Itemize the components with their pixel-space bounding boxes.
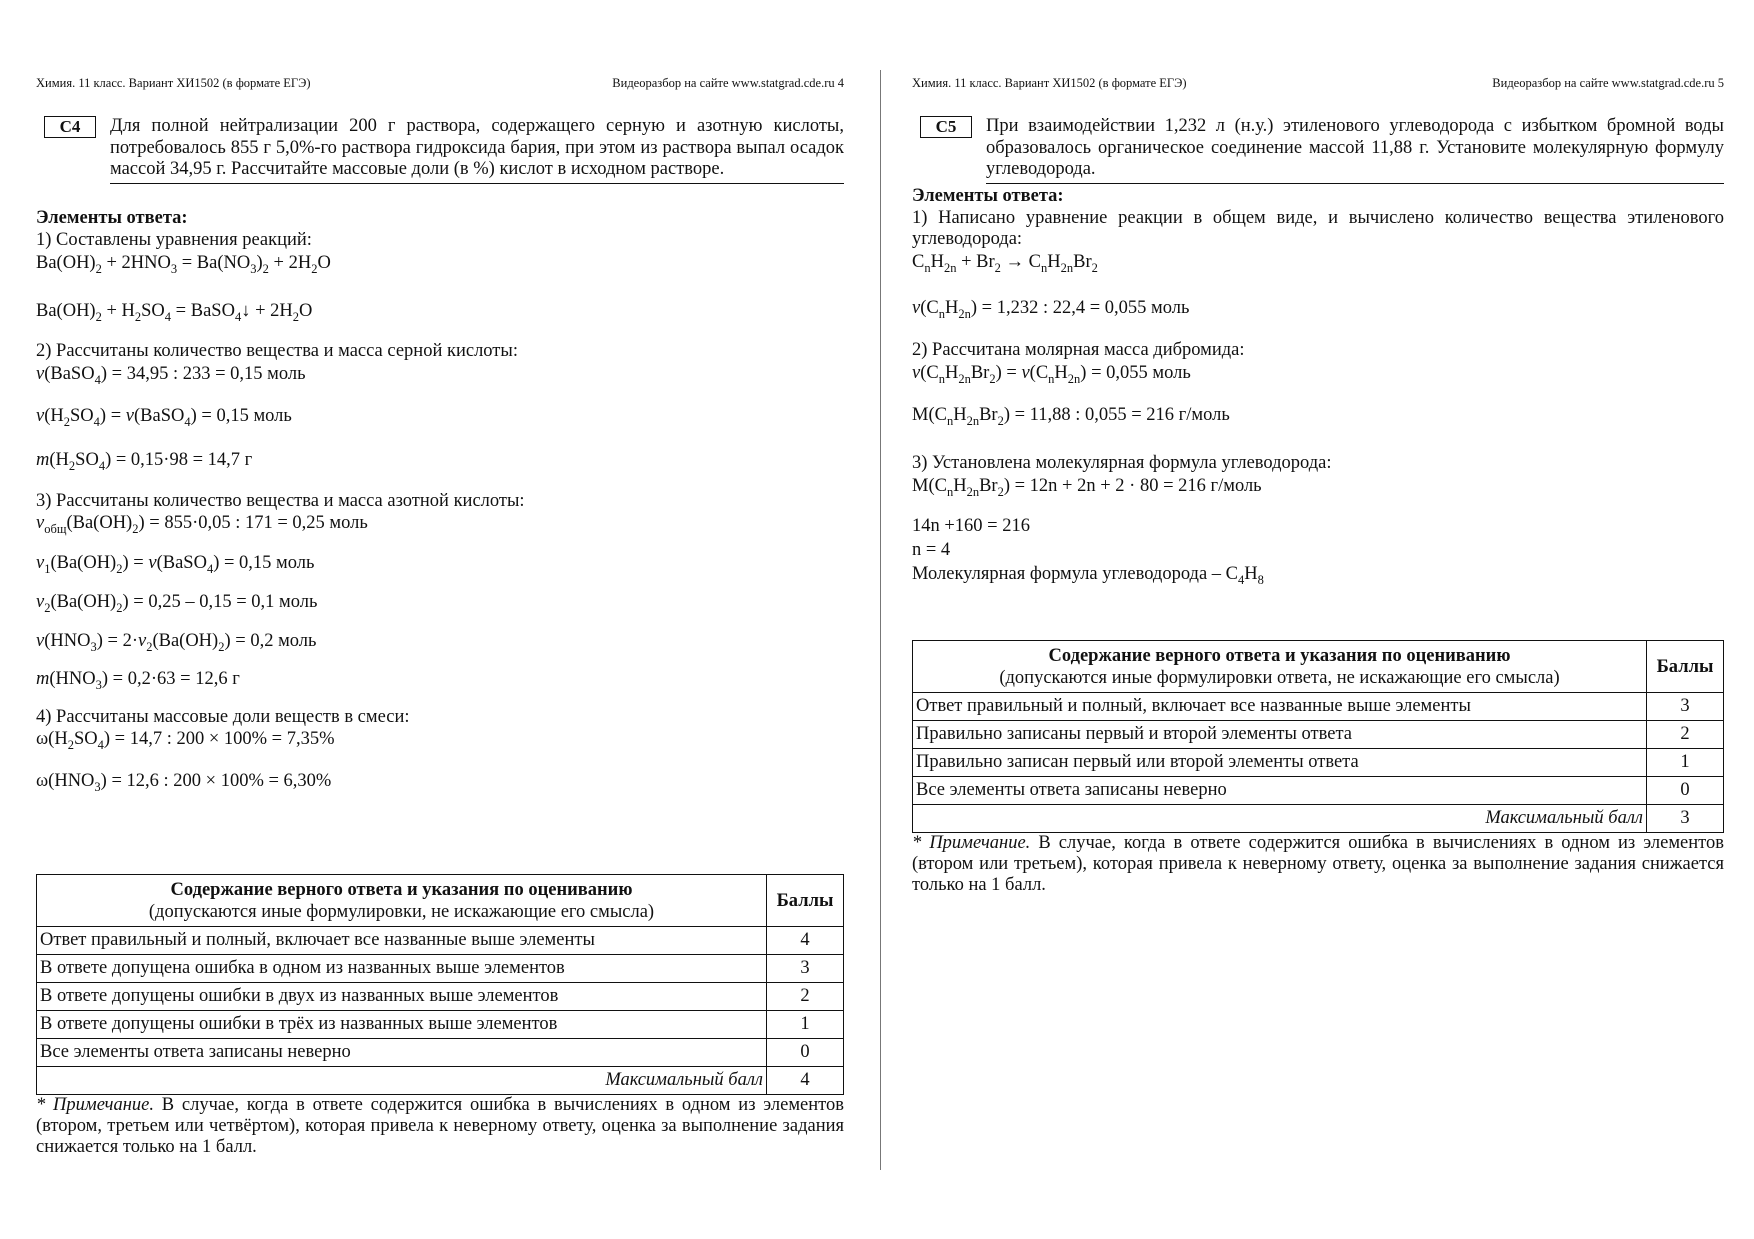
table-row: В ответе допущены ошибки в двух из названных выше элементов 2 <box>37 983 844 1011</box>
calc-line: n = 4 <box>912 540 951 560</box>
header-score: Баллы <box>1647 641 1724 693</box>
calc-line: 14n +160 = 216 <box>912 516 1030 536</box>
page-divider <box>880 70 881 1170</box>
table-header-row <box>913 641 1724 693</box>
answer-elements <box>912 186 1724 600</box>
equation: $Ba(OH)_2 + 2HNO_3 = Ba(NO_3)_2 + 2H_2O$ <box>36 253 331 276</box>
table-row: Все элементы ответа записаны неверно 0 <box>913 777 1724 805</box>
step-1-title: 1) Написано уравнение реакции в общем виде, и вычислено количество вещества этиленового углеводорода: <box>912 208 1724 249</box>
calc-line: $m(H_2SO_4) = 0,15\cdot 98 = 14,7$ г <box>36 450 253 473</box>
table-max-row: Максимальный балл 3 <box>913 805 1724 833</box>
header-site: Видеоразбор на сайте www.statgrad.cde.ru 5 <box>1492 76 1724 90</box>
task-tag: С5 <box>920 116 972 138</box>
header-criteria: Содержание верного ответа и указания по оцениванию (допускаются иные формулировки, не искажающие его смысла) <box>37 875 767 927</box>
task-c5 <box>912 116 1724 184</box>
calc-line: $\omega(HNO_3) = 12,6$ : 200 × 100% = 6,30% <box>36 771 332 794</box>
page-header <box>36 76 844 92</box>
table-row: Правильно записаны первый и второй элементы ответа 2 <box>913 721 1724 749</box>
header-title: Химия. 11 класс. Вариант ХИ1502 (в формате ЕГЭ) <box>912 76 1187 90</box>
note: * Примечание. В случае, когда в ответе содержится ошибка в вычислениях в одном из элементов (втором, третьем или четвёртом), которая привела к неверному ответу, оценка за выполнение задания снижается только на 1 балл. <box>36 1095 844 1157</box>
page-left <box>36 0 844 1239</box>
calc-line: $\nu(C_nH_{2n}) = 1,232$ : 22,4 = 0,055 моль <box>912 298 1190 321</box>
calc-line: $\nu_1(Ba(OH)_2)$ = ν(BaSO$_4$) = 0,15 моль <box>36 553 315 576</box>
calc-line: ν(BaSO$_4$) = 34,95 : 233 = 0,15 моль <box>36 364 306 387</box>
answer-elements <box>36 208 844 807</box>
task-text: Для полной нейтрализации 200 г раствора, содержащего серную и азотную кислоты, потребовалось 855 г 5,0%-го раствора гидроксида бария, при этом из раствора выпал осадок массой 34,95 г. Рассчитайте массовые доли (в %) кислот в исходном растворе. <box>110 116 844 184</box>
note: * Примечание. В случае, когда в ответе содержится ошибка в вычислениях в одном из элементов (втором или третьем), которая привела к неверному ответу, оценка за выполнение задания снижается только на 1 балл. <box>912 833 1724 895</box>
header-title: Химия. 11 класс. Вариант ХИ1502 (в формате ЕГЭ) <box>36 76 311 90</box>
task-text: При взаимодействии 1,232 л (н.у.) этиленового углеводорода с избытком бромной воды образовалось органическое соединение массой 11,88 г. Установите молекулярную формулу углеводорода. <box>986 116 1724 184</box>
grading-table <box>912 640 1724 833</box>
calc-line: $\nu_{общ}(Ba(OH)_2) = 855\cdot 0,05$ : 171 = 0,25 моль <box>36 513 368 536</box>
task-c4 <box>36 116 844 184</box>
step-4-title: 4) Рассчитаны массовые доли веществ в смеси: <box>36 707 410 727</box>
table-row: Все элементы ответа записаны неверно 0 <box>37 1039 844 1067</box>
page-right <box>912 0 1724 1239</box>
equation: $Ba(OH)_2 + H_2SO_4$ = BaSO$_4$↓ + $2H_2O$ <box>36 301 313 324</box>
table-row: Правильно записан первый или второй элементы ответа 1 <box>913 749 1724 777</box>
step-1-title: 1) Составлены уравнения реакций: <box>36 230 312 250</box>
step-3-title: 3) Установлена молекулярная формула углеводорода: <box>912 453 1332 473</box>
table-row: В ответе допущена ошибка в одном из названных выше элементов 3 <box>37 955 844 983</box>
calc-line: $\nu(H_2SO_4)$ = ν(BaSO$_4$) = 0,15 моль <box>36 406 292 429</box>
equation: $C_nH_{2n} + Br_2 \to C_nH_{2n}Br_2$ <box>912 252 1098 275</box>
step-3-title: 3) Рассчитаны количество вещества и масса азотной кислоты: <box>36 491 525 511</box>
elements-title: Элементы ответа: <box>912 186 1064 206</box>
calc-line: $M(C_nH_{2n}Br_2) = 12n + 2n + 2 \cdot 80 = 216$ г/моль <box>912 476 1262 499</box>
table-row: Ответ правильный и полный, включает все названные выше элементы 3 <box>913 693 1724 721</box>
header-criteria: Содержание верного ответа и указания по оцениванию (допускаются иные формулировки ответа, не искажающие его смысла) <box>913 641 1647 693</box>
calc-line: $\nu(C_nH_{2n}Br_2) = \nu(C_nH_{2n}) = 0,055$ моль <box>912 363 1191 386</box>
table-row: В ответе допущены ошибки в трёх из названных выше элементов 1 <box>37 1011 844 1039</box>
calc-line: $M(C_nH_{2n}Br_2) = 11,88$ : 0,055 = 216 г/моль <box>912 405 1230 428</box>
calc-line: $\nu_2(Ba(OH)_2) = 0,25 - 0,15 = 0,1$ моль <box>36 592 318 615</box>
table-row: Ответ правильный и полный, включает все названные выше элементы 4 <box>37 927 844 955</box>
step-2-title: 2) Рассчитана молярная масса дибромида: <box>912 340 1245 360</box>
grading-section <box>912 640 1724 896</box>
table-max-row: Максимальный балл 4 <box>37 1067 844 1095</box>
page-header <box>912 76 1724 92</box>
step-2-title: 2) Рассчитаны количество вещества и масса серной кислоты: <box>36 341 518 361</box>
header-site: Видеоразбор на сайте www.statgrad.cde.ru 4 <box>612 76 844 90</box>
calc-line: $\nu(HNO_3) = 2\cdot\nu_2(Ba(OH)_2) = 0,2$ моль <box>36 631 317 654</box>
task-tag: С4 <box>44 116 96 138</box>
grading-section <box>36 874 844 1158</box>
calc-line: $\omega(H_2SO_4) = 14,7$ : 200 × 100% = 7,35% <box>36 729 335 752</box>
grading-table <box>36 874 844 1095</box>
header-score: Баллы <box>767 875 844 927</box>
calc-line: $m(HNO_3) = 0,2\cdot 63 = 12,6$ г <box>36 669 240 692</box>
calc-line: Молекулярная формула углеводорода – $C_4H_8$ <box>912 564 1264 587</box>
elements-title: Элементы ответа: <box>36 208 188 228</box>
table-header-row <box>37 875 844 927</box>
